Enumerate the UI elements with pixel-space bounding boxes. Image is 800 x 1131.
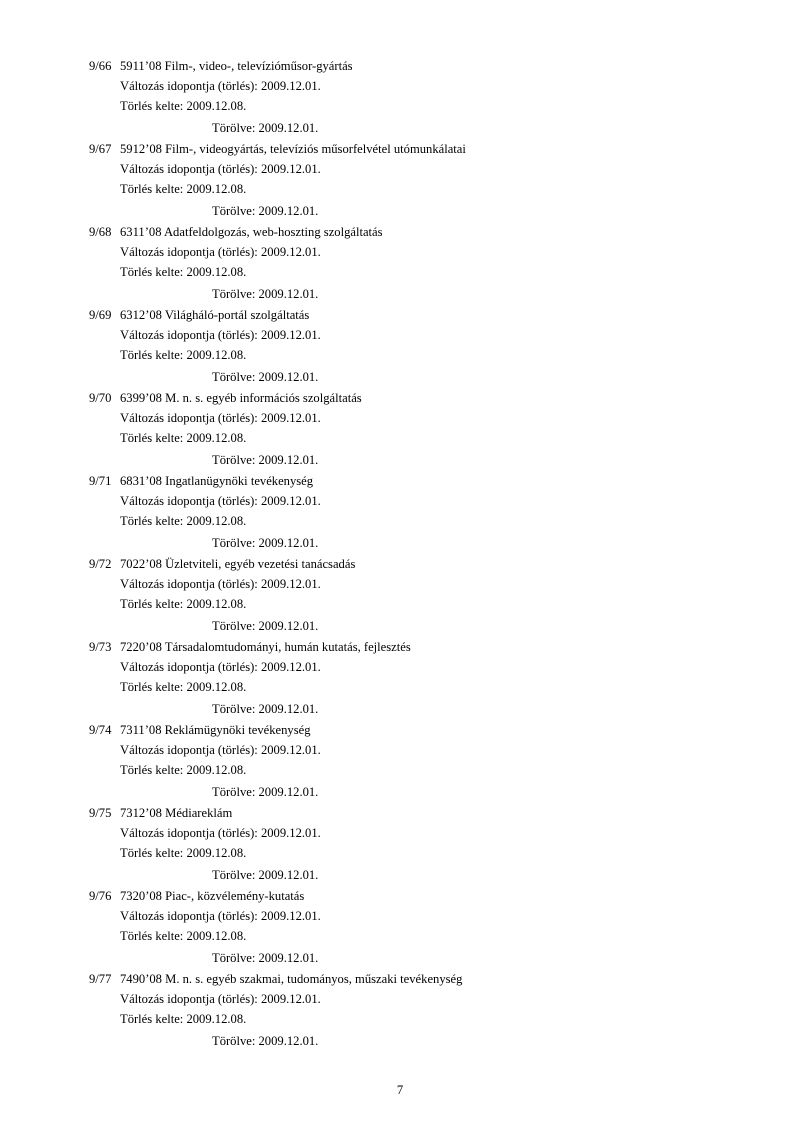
entry-number: 9/74 xyxy=(89,723,112,737)
entry-removed-date: Törölve: 2009.12.01. xyxy=(212,121,319,135)
entry-removed-date: Törölve: 2009.12.01. xyxy=(212,702,319,716)
entry-number: 9/77 xyxy=(89,972,112,986)
entry-title: 7490’08 M. n. s. egyéb szakmai, tudományos, műszaki tevékenység xyxy=(120,972,463,986)
entry-deletion-date: Törlés kelte: 2009.12.08. xyxy=(120,265,247,279)
entry-title: 6399’08 M. n. s. egyéb információs szolgáltatás xyxy=(120,391,362,405)
entry-number: 9/70 xyxy=(89,391,112,405)
entry-change-date: Változás idopontja (törlés): 2009.12.01. xyxy=(120,660,321,674)
entry-change-date: Változás idopontja (törlés): 2009.12.01. xyxy=(120,328,321,342)
entry-title: 7312’08 Médiareklám xyxy=(120,806,233,820)
entry-number: 9/73 xyxy=(89,640,112,654)
entry-block xyxy=(0,141,800,224)
entry-number: 9/76 xyxy=(89,889,112,903)
entry-removed-date: Törölve: 2009.12.01. xyxy=(212,868,319,882)
entry-change-date: Változás idopontja (törlés): 2009.12.01. xyxy=(120,992,321,1006)
entry-removed-date: Törölve: 2009.12.01. xyxy=(212,204,319,218)
entry-block xyxy=(0,971,800,1054)
entry-block xyxy=(0,58,800,141)
entry-deletion-date: Törlés kelte: 2009.12.08. xyxy=(120,597,247,611)
entry-block xyxy=(0,473,800,556)
entry-change-date: Változás idopontja (törlés): 2009.12.01. xyxy=(120,743,321,757)
entry-change-date: Változás idopontja (törlés): 2009.12.01. xyxy=(120,245,321,259)
entry-removed-date: Törölve: 2009.12.01. xyxy=(212,453,319,467)
entry-removed-date: Törölve: 2009.12.01. xyxy=(212,951,319,965)
entry-change-date: Változás idopontja (törlés): 2009.12.01. xyxy=(120,577,321,591)
entry-title: 7320’08 Piac-, közvélemény-kutatás xyxy=(120,889,305,903)
entry-number: 9/68 xyxy=(89,225,112,239)
entry-deletion-date: Törlés kelte: 2009.12.08. xyxy=(120,846,247,860)
entry-number: 9/71 xyxy=(89,474,112,488)
entry-block xyxy=(0,639,800,722)
entry-block xyxy=(0,888,800,971)
entry-block xyxy=(0,805,800,888)
entry-title: 5912’08 Film-, videogyártás, televíziós műsorfelvétel utómunkálatai xyxy=(120,142,466,156)
entry-block xyxy=(0,307,800,390)
entry-change-date: Változás idopontja (törlés): 2009.12.01. xyxy=(120,411,321,425)
entry-change-date: Változás idopontja (törlés): 2009.12.01. xyxy=(120,494,321,508)
entry-number: 9/66 xyxy=(89,59,112,73)
entry-removed-date: Törölve: 2009.12.01. xyxy=(212,536,319,550)
page-number: 7 xyxy=(396,1083,404,1097)
entry-deletion-date: Törlés kelte: 2009.12.08. xyxy=(120,348,247,362)
entry-number: 9/69 xyxy=(89,308,112,322)
entry-deletion-date: Törlés kelte: 2009.12.08. xyxy=(120,680,247,694)
entry-deletion-date: Törlés kelte: 2009.12.08. xyxy=(120,99,247,113)
entry-deletion-date: Törlés kelte: 2009.12.08. xyxy=(120,929,247,943)
entry-title: 7311’08 Reklámügynöki tevékenység xyxy=(120,723,311,737)
entry-change-date: Változás idopontja (törlés): 2009.12.01. xyxy=(120,79,321,93)
entry-deletion-date: Törlés kelte: 2009.12.08. xyxy=(120,431,247,445)
entry-block xyxy=(0,390,800,473)
entry-number: 9/67 xyxy=(89,142,112,156)
entry-title: 6831’08 Ingatlanügynöki tevékenység xyxy=(120,474,314,488)
entry-title: 5911’08 Film-, video-, televízióműsor-gyártás xyxy=(120,59,353,73)
entry-removed-date: Törölve: 2009.12.01. xyxy=(212,619,319,633)
entry-change-date: Változás idopontja (törlés): 2009.12.01. xyxy=(120,909,321,923)
entry-block xyxy=(0,556,800,639)
entry-title: 7220’08 Társadalomtudományi, humán kutatás, fejlesztés xyxy=(120,640,411,654)
entry-removed-date: Törölve: 2009.12.01. xyxy=(212,1034,319,1048)
entry-deletion-date: Törlés kelte: 2009.12.08. xyxy=(120,514,247,528)
entry-deletion-date: Törlés kelte: 2009.12.08. xyxy=(120,763,247,777)
entry-change-date: Változás idopontja (törlés): 2009.12.01. xyxy=(120,162,321,176)
entry-number: 9/72 xyxy=(89,557,112,571)
entry-number: 9/75 xyxy=(89,806,112,820)
entry-deletion-date: Törlés kelte: 2009.12.08. xyxy=(120,1012,247,1026)
entry-removed-date: Törölve: 2009.12.01. xyxy=(212,785,319,799)
entry-title: 7022’08 Üzletviteli, egyéb vezetési tanácsadás xyxy=(120,557,356,571)
entry-title: 6312’08 Világháló-portál szolgáltatás xyxy=(120,308,310,322)
entry-block xyxy=(0,722,800,805)
entry-block xyxy=(0,224,800,307)
entry-change-date: Változás idopontja (törlés): 2009.12.01. xyxy=(120,826,321,840)
entry-removed-date: Törölve: 2009.12.01. xyxy=(212,370,319,384)
entry-deletion-date: Törlés kelte: 2009.12.08. xyxy=(120,182,247,196)
entry-removed-date: Törölve: 2009.12.01. xyxy=(212,287,319,301)
entry-title: 6311’08 Adatfeldolgozás, web-hoszting szolgáltatás xyxy=(120,225,383,239)
